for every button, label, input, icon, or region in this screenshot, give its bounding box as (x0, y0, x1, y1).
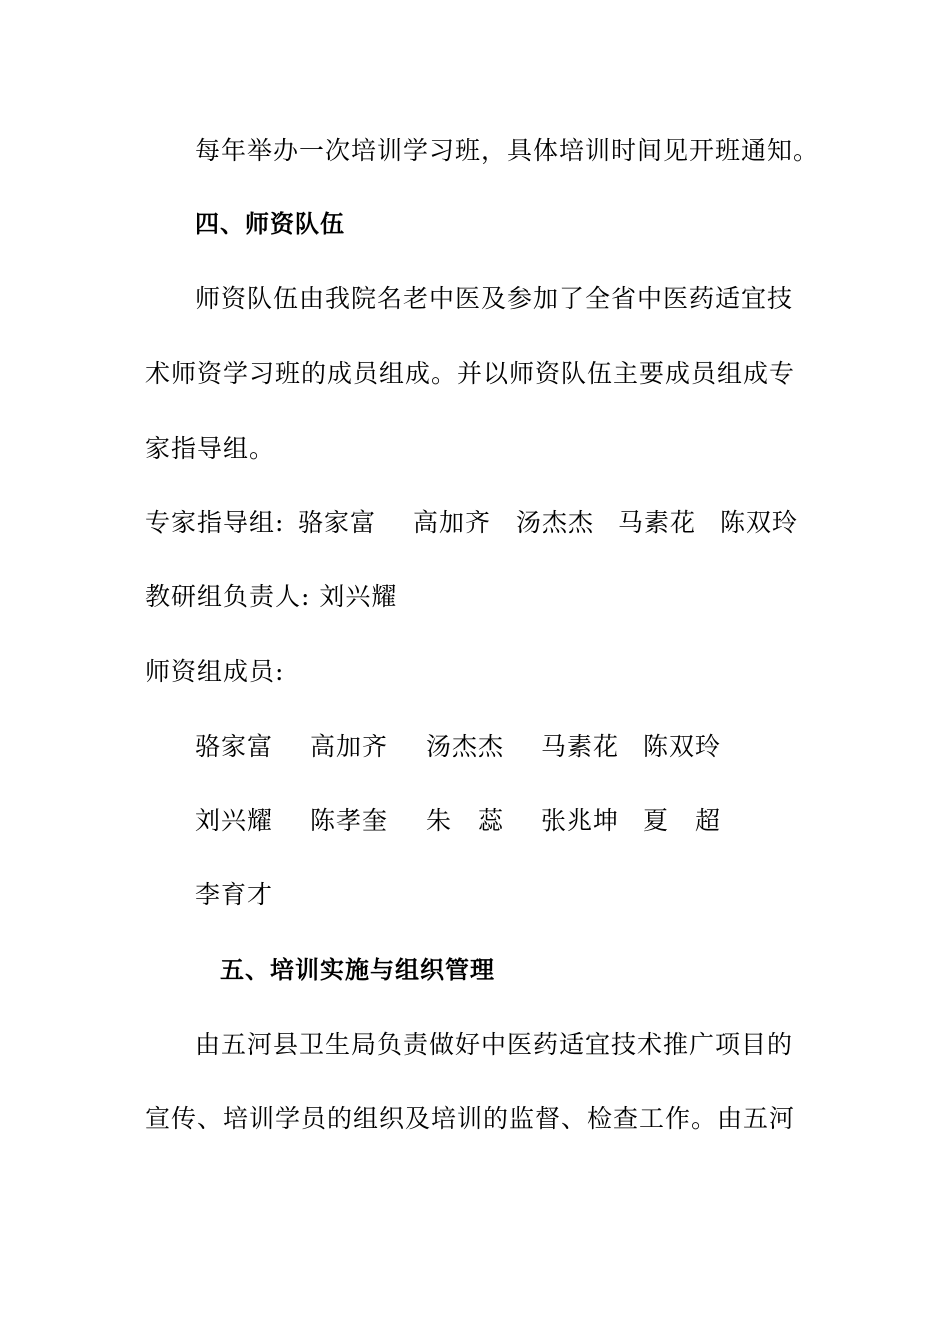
expert-name: 马素花 (618, 508, 697, 537)
members-label: 师资组成员: (145, 657, 285, 686)
member-name: 刘兴耀 (195, 806, 274, 835)
member-name: 朱 蕊 (426, 806, 505, 835)
paragraph-line: 由五河县卫生局负责做好中医药适宜技术推广项目的 (195, 1030, 794, 1059)
member-name: 陈双玲 (643, 732, 722, 761)
paragraph-line: 术师资学习班的成员组成。并以师资队伍主要成员组成专 (145, 359, 796, 388)
member-name: 夏 超 (643, 806, 722, 835)
member-name: 张兆坤 (541, 806, 620, 835)
research-lead-line: 教研组负责人: 刘兴耀 (145, 582, 398, 611)
member-name: 马素花 (541, 732, 620, 761)
expert-group-label: 专家指导组: (145, 508, 285, 537)
section-heading-four: 四、师资队伍 (195, 210, 345, 238)
member-name: 骆家富 (195, 732, 274, 761)
expert-name: 陈双玲 (720, 508, 799, 537)
paragraph-line: 师资队伍由我院名老中医及参加了全省中医药适宜技 (195, 284, 794, 313)
member-name: 汤杰杰 (426, 732, 505, 761)
member-name: 李育才 (195, 880, 274, 909)
expert-name: 汤杰杰 (516, 508, 595, 537)
section-heading-five: 五、培训实施与组织管理 (220, 956, 495, 984)
member-name: 陈孝奎 (310, 806, 389, 835)
expert-name: 骆家富 (298, 508, 377, 537)
paragraph-line: 每年举办一次培训学习班，具体培训时间见开班通知。 (195, 136, 820, 165)
member-name: 高加齐 (310, 732, 389, 761)
paragraph-line: 宣传、培训学员的组织及培训的监督、检查工作。由五河 (145, 1104, 796, 1133)
paragraph-line: 家指导组。 (145, 434, 276, 463)
expert-name: 高加齐 (413, 508, 492, 537)
